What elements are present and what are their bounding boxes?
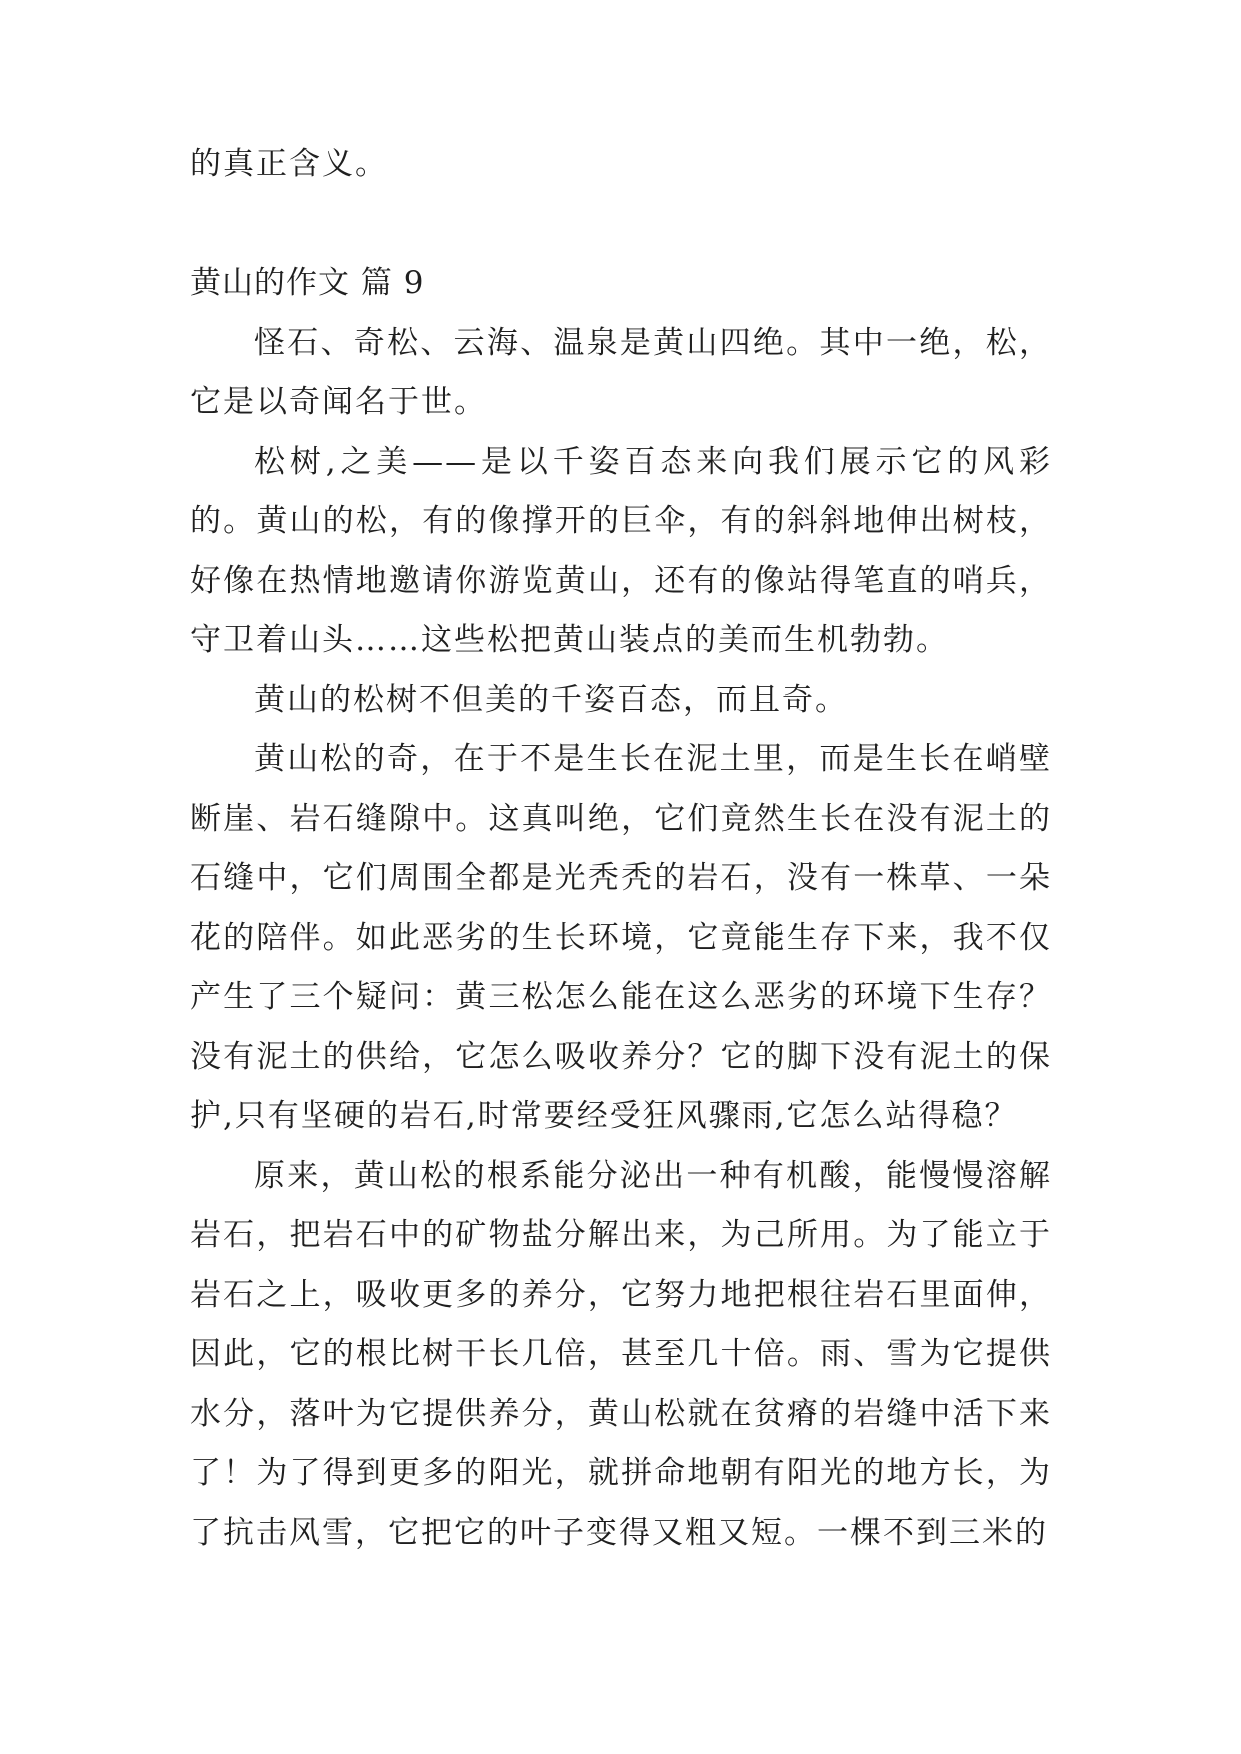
paragraph-4: 黄山松的奇，在于不是生长在泥土里，而是生长在峭壁断崖、岩石缝隙中。这真叫绝，它们竟然生长在没有泥土的石缝中，它们周围全都是光秃秃的岩石，没有一株草、一朵花的陪伴。如此恶劣的生长环境，它竟能生存下来，我不仅产生了三个疑问：黄三松怎么能在这么恶劣的环境下生存？没有泥土的供给，它怎么吸收养分？它的脚下没有泥土的保护,只有坚硬的岩石,时常要经受狂风骤雨,它怎么站得稳？ xyxy=(190,741,1052,1134)
paragraph-5: 原来，黄山松的根系能分泌出一种有机酸，能慢慢溶解岩石，把岩石中的矿物盐分解出来，为己所用。为了能立于岩石之上，吸收更多的养分，它努力地把根往岩石里面伸，因此，它的根比树干长几倍，甚至几十倍。雨、雪为它提供水分，落叶为它提供养分，黄山松就在贫瘠的岩缝中活下来了！为了得到更多的阳光，就拼命地朝有阳光的地方长，为了抗击风雪，它把它的叶子变得又粗又短。一棵不到三米的 xyxy=(190,1157,1052,1551)
paragraph-1: 怪石、奇松、云海、温泉是黄山四绝。其中一绝，松，它是以奇闻名于世。 xyxy=(190,324,1052,420)
paragraph-3: 黄山的松树不但美的千姿百态，而且奇。 xyxy=(254,681,848,718)
section-title: 黄山的作文 篇 9 xyxy=(190,265,425,301)
paragraph-gap xyxy=(190,195,1052,255)
paragraph-2: 松树,之美——是以千姿百态来向我们展示它的风彩的。黄山的松，有的像撑开的巨伞，有的斜斜地伸出树枝，好像在热情地邀请你游览黄山，还有的像站得笔直的哨兵，守卫着山头……这些松把黄山装点的美而生机勃勃。 xyxy=(190,443,1052,658)
document-body xyxy=(190,135,1052,1563)
continuation-text: 的真正含义。 xyxy=(190,146,388,182)
